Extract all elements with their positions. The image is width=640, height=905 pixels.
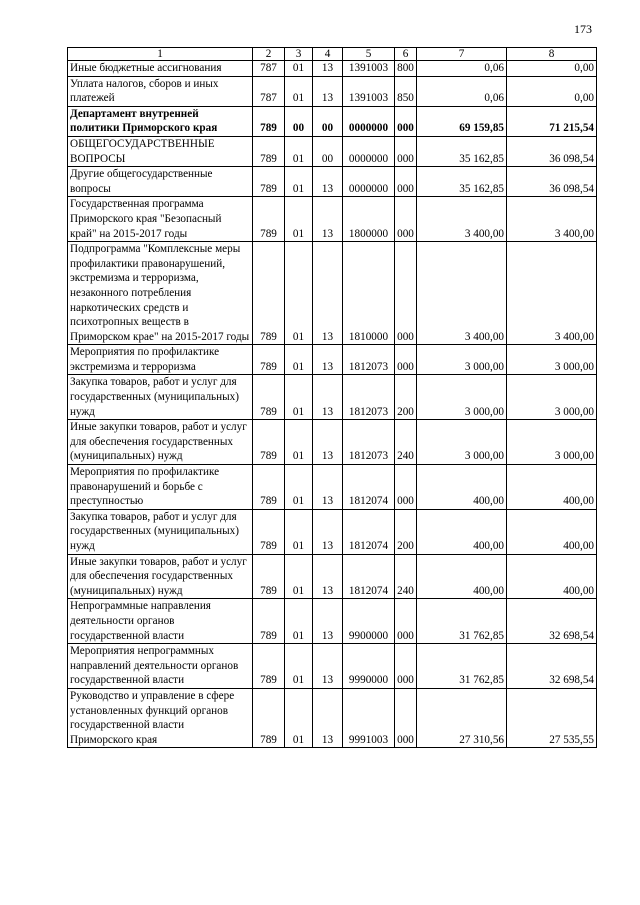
row-expense-type: 000: [395, 345, 417, 375]
row-amount-year2: 400,00: [507, 509, 597, 554]
row-name: Другие общегосударственные вопросы: [68, 167, 253, 197]
row-amount-year1: 3 000,00: [417, 345, 507, 375]
row-target-code: 1800000: [343, 197, 395, 242]
row-amount-year1: 400,00: [417, 554, 507, 599]
row-amount-year1: 31 762,85: [417, 599, 507, 644]
row-section: 01: [285, 420, 313, 465]
row-amount-year1: 35 162,85: [417, 167, 507, 197]
table-row: [68, 136, 597, 166]
row-target-code: 1810000: [343, 242, 395, 345]
row-section: 01: [285, 688, 313, 747]
row-target-code: 1812073: [343, 345, 395, 375]
row-expense-type: 000: [395, 167, 417, 197]
row-grbs: 789: [253, 242, 285, 345]
row-subsection: 13: [313, 509, 343, 554]
row-amount-year2: 0,00: [507, 61, 597, 77]
row-name: Департамент внутренней политики Приморского края: [68, 106, 253, 136]
table-row: [68, 345, 597, 375]
row-amount-year2: 3 000,00: [507, 420, 597, 465]
row-grbs: 789: [253, 644, 285, 689]
row-name: Мероприятия непрограммных направлений деятельности органов государственной власти: [68, 644, 253, 689]
table-body: [68, 61, 597, 748]
row-amount-year2: 36 098,54: [507, 167, 597, 197]
table-row: [68, 375, 597, 420]
row-expense-type: 000: [395, 106, 417, 136]
row-amount-year2: 400,00: [507, 554, 597, 599]
row-section: 01: [285, 599, 313, 644]
row-name: Иные закупки товаров, работ и услуг для обеспечения государственных (муниципальных) нужд: [68, 420, 253, 465]
row-amount-year2: 27 535,55: [507, 688, 597, 747]
row-grbs: 789: [253, 167, 285, 197]
row-expense-type: 240: [395, 420, 417, 465]
row-subsection: 13: [313, 688, 343, 747]
row-amount-year1: 3 000,00: [417, 375, 507, 420]
row-amount-year2: 3 400,00: [507, 197, 597, 242]
header-cell: 4: [313, 48, 343, 61]
row-expense-type: 000: [395, 465, 417, 510]
row-subsection: 13: [313, 375, 343, 420]
row-target-code: 1391003: [343, 61, 395, 77]
row-section: 00: [285, 106, 313, 136]
row-amount-year2: 32 698,54: [507, 644, 597, 689]
table-row: [68, 61, 597, 77]
table-row: [68, 242, 597, 345]
row-name: Непрограммные направления деятельности органов государственной власти: [68, 599, 253, 644]
row-target-code: 9990000: [343, 644, 395, 689]
table-row: [68, 76, 597, 106]
row-grbs: 789: [253, 136, 285, 166]
row-amount-year1: 31 762,85: [417, 644, 507, 689]
header-cell: 5: [343, 48, 395, 61]
row-amount-year2: 36 098,54: [507, 136, 597, 166]
row-expense-type: 000: [395, 644, 417, 689]
header-cell: 2: [253, 48, 285, 61]
row-section: 01: [285, 167, 313, 197]
row-target-code: 1812074: [343, 509, 395, 554]
row-target-code: 1812073: [343, 375, 395, 420]
header-cell: 3: [285, 48, 313, 61]
row-name: Мероприятия по профилактике экстремизма и терроризма: [68, 345, 253, 375]
table-header-row: [68, 48, 597, 61]
row-subsection: 13: [313, 197, 343, 242]
row-subsection: 13: [313, 76, 343, 106]
header-cell: 7: [417, 48, 507, 61]
row-subsection: 13: [313, 554, 343, 599]
row-subsection: 13: [313, 61, 343, 77]
row-name: Руководство и управление в сфере установленных функций органов государственной власти Приморского края: [68, 688, 253, 747]
row-target-code: 9900000: [343, 599, 395, 644]
row-section: 01: [285, 197, 313, 242]
row-grbs: 789: [253, 554, 285, 599]
row-grbs: 789: [253, 509, 285, 554]
row-grbs: 789: [253, 465, 285, 510]
row-amount-year2: 32 698,54: [507, 599, 597, 644]
row-expense-type: 850: [395, 76, 417, 106]
table-row: [68, 465, 597, 510]
row-subsection: 13: [313, 420, 343, 465]
header-cell: 1: [68, 48, 253, 61]
row-expense-type: 800: [395, 61, 417, 77]
row-subsection: 00: [313, 106, 343, 136]
row-section: 01: [285, 242, 313, 345]
row-amount-year1: 3 400,00: [417, 197, 507, 242]
row-section: 01: [285, 375, 313, 420]
row-amount-year2: 0,00: [507, 76, 597, 106]
row-amount-year2: 3 400,00: [507, 242, 597, 345]
row-subsection: 13: [313, 242, 343, 345]
row-target-code: 9991003: [343, 688, 395, 747]
row-grbs: 789: [253, 106, 285, 136]
row-section: 01: [285, 554, 313, 599]
row-name: Иные закупки товаров, работ и услуг для обеспечения государственных (муниципальных) нужд: [68, 554, 253, 599]
row-expense-type: 000: [395, 242, 417, 345]
page-number: 173: [574, 22, 592, 36]
budget-table: [67, 47, 597, 748]
row-name: ОБЩЕГОСУДАРСТВЕННЫЕ ВОПРОСЫ: [68, 136, 253, 166]
row-amount-year1: 400,00: [417, 465, 507, 510]
row-name: Уплата налогов, сборов и иных платежей: [68, 76, 253, 106]
row-expense-type: 000: [395, 688, 417, 747]
row-target-code: 1391003: [343, 76, 395, 106]
row-subsection: 13: [313, 465, 343, 510]
table-row: [68, 509, 597, 554]
row-section: 01: [285, 345, 313, 375]
row-subsection: 13: [313, 599, 343, 644]
row-expense-type: 000: [395, 197, 417, 242]
row-expense-type: 240: [395, 554, 417, 599]
row-grbs: 789: [253, 688, 285, 747]
row-target-code: 0000000: [343, 106, 395, 136]
row-expense-type: 000: [395, 599, 417, 644]
row-target-code: 1812073: [343, 420, 395, 465]
row-amount-year1: 3 400,00: [417, 242, 507, 345]
row-section: 01: [285, 465, 313, 510]
table-row: [68, 420, 597, 465]
table-row: [68, 106, 597, 136]
row-subsection: 13: [313, 345, 343, 375]
row-name: Закупка товаров, работ и услуг для государственных (муниципальных) нужд: [68, 509, 253, 554]
row-grbs: 787: [253, 61, 285, 77]
row-expense-type: 200: [395, 509, 417, 554]
table-row: [68, 688, 597, 747]
row-name: Подпрограмма "Комплексные меры профилактики правонарушений, экстремизма и терроризма, незаконного потребления наркотических средств и психотропных веществ в Приморском крае" на 2015-2017 годы: [68, 242, 253, 345]
table-row: [68, 197, 597, 242]
row-amount-year1: 0,06: [417, 61, 507, 77]
row-section: 01: [285, 136, 313, 166]
table-row: [68, 644, 597, 689]
row-name: Мероприятия по профилактике правонарушений и борьбе с преступностью: [68, 465, 253, 510]
row-section: 01: [285, 509, 313, 554]
row-name: Закупка товаров, работ и услуг для государственных (муниципальных) нужд: [68, 375, 253, 420]
table-row: [68, 599, 597, 644]
header-cell: 8: [507, 48, 597, 61]
row-section: 01: [285, 61, 313, 77]
row-grbs: 789: [253, 420, 285, 465]
row-grbs: 789: [253, 375, 285, 420]
row-expense-type: 200: [395, 375, 417, 420]
row-target-code: 0000000: [343, 136, 395, 166]
row-amount-year1: 3 000,00: [417, 420, 507, 465]
row-target-code: 0000000: [343, 167, 395, 197]
row-expense-type: 000: [395, 136, 417, 166]
row-name: Государственная программа Приморского края "Безопасный край" на 2015-2017 годы: [68, 197, 253, 242]
row-amount-year1: 69 159,85: [417, 106, 507, 136]
row-section: 01: [285, 644, 313, 689]
row-amount-year1: 35 162,85: [417, 136, 507, 166]
row-section: 01: [285, 76, 313, 106]
table-row: [68, 554, 597, 599]
row-grbs: 789: [253, 345, 285, 375]
row-amount-year1: 0,06: [417, 76, 507, 106]
row-subsection: 13: [313, 644, 343, 689]
row-grbs: 789: [253, 197, 285, 242]
table-row: [68, 167, 597, 197]
row-subsection: 13: [313, 167, 343, 197]
row-grbs: 789: [253, 599, 285, 644]
row-amount-year1: 400,00: [417, 509, 507, 554]
header-cell: 6: [395, 48, 417, 61]
row-amount-year1: 27 310,56: [417, 688, 507, 747]
row-amount-year2: 71 215,54: [507, 106, 597, 136]
row-grbs: 787: [253, 76, 285, 106]
row-amount-year2: 3 000,00: [507, 375, 597, 420]
row-name: Иные бюджетные ассигнования: [68, 61, 253, 77]
row-target-code: 1812074: [343, 554, 395, 599]
row-target-code: 1812074: [343, 465, 395, 510]
row-amount-year2: 400,00: [507, 465, 597, 510]
row-amount-year2: 3 000,00: [507, 345, 597, 375]
row-subsection: 00: [313, 136, 343, 166]
